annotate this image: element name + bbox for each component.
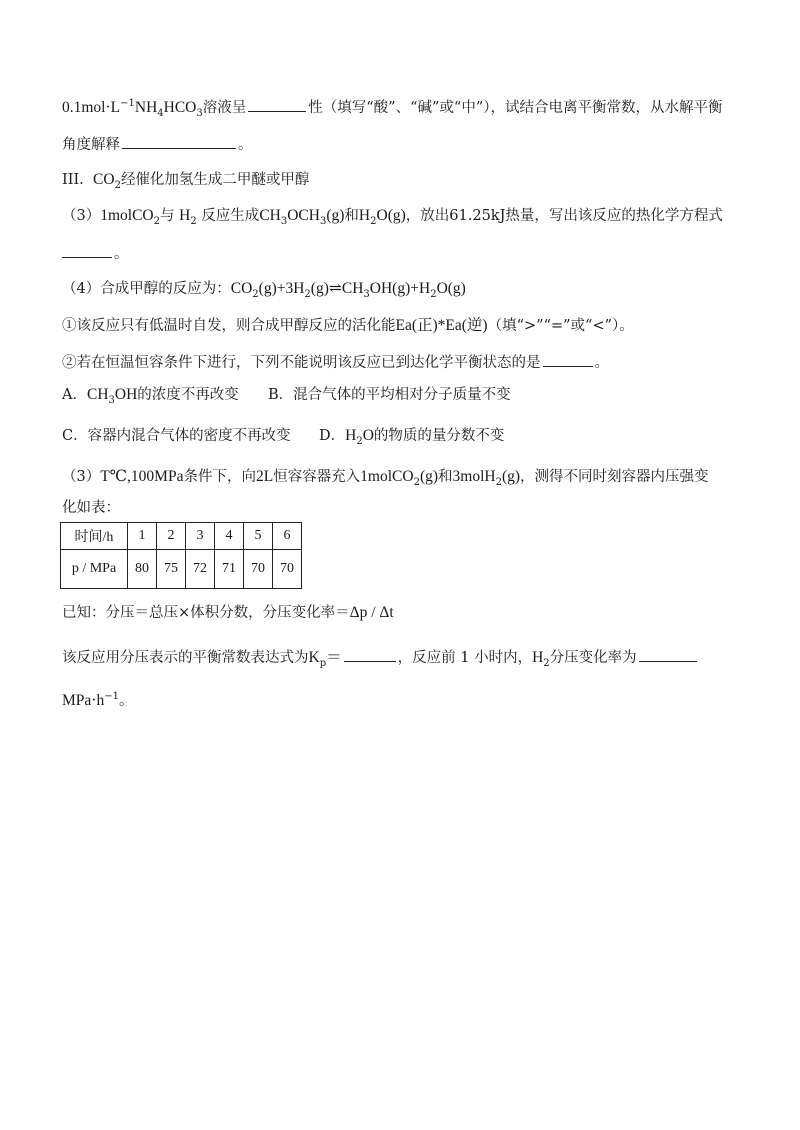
- table-cell: 1: [128, 523, 157, 550]
- q3b-vol: 2L: [255, 468, 274, 485]
- known-formula: Δp / Δt: [349, 604, 394, 621]
- q3b-num: （3）: [62, 469, 101, 485]
- question-3b-line: [62, 467, 750, 487]
- sub: 2: [153, 215, 161, 227]
- table-cell: 3: [186, 523, 215, 550]
- q4-meoh-b: OH(g): [369, 280, 411, 297]
- table-cell: 71: [215, 550, 244, 589]
- sub: 2: [252, 288, 259, 300]
- sub4: 4: [157, 107, 164, 119]
- q4-1-text: ①该反应只有低温时自发，则合成甲醇反应的活化能: [62, 318, 396, 334]
- q3b-co2: 1molCO: [360, 468, 414, 485]
- question-intro-line-2: [62, 134, 750, 155]
- q4-g2: (g): [310, 280, 329, 297]
- q4-plus1: +3H: [276, 280, 305, 297]
- q3b-and: 和: [438, 469, 453, 485]
- q4-t1: 合成甲醇的反应为：: [100, 281, 231, 297]
- question-3b-line-2: [62, 498, 750, 518]
- ea-reverse: Ea(逆): [445, 317, 488, 334]
- table-header-time: 时间/h: [61, 523, 128, 550]
- kp-eq: ＝: [326, 649, 342, 666]
- sub: 2: [370, 215, 377, 227]
- table-cell: 5: [244, 523, 273, 550]
- q3b-t2: 恒容容器充入: [273, 469, 361, 485]
- option-d-label: D．: [319, 428, 346, 444]
- kp-t1: 该反应用分压表示的平衡常数表达式为: [62, 650, 309, 666]
- answer-blank-explain[interactable]: [122, 134, 236, 149]
- sub: 2: [495, 476, 502, 488]
- q3a-t1: 与: [160, 208, 175, 224]
- answer-blank-thermo[interactable]: [62, 243, 112, 258]
- q4-co2: CO: [230, 280, 253, 297]
- section-three-heading: [62, 170, 750, 190]
- ea-forward: Ea(正): [395, 317, 438, 334]
- question-4-1-line: [62, 316, 750, 336]
- q4-plus2: +H: [410, 280, 431, 297]
- option-b[interactable]: B．混合气体的平均相对分子质量不变: [268, 387, 511, 403]
- sub: 2: [356, 435, 363, 447]
- table-cell: 80: [128, 550, 157, 589]
- sub: 3: [319, 215, 327, 227]
- answer-blank-kp[interactable]: [344, 647, 396, 662]
- q4-g: (g): [258, 280, 277, 297]
- intro-text3: 角度解释: [62, 137, 120, 153]
- option-a-ch: CH: [86, 386, 109, 403]
- answer-blank-nature[interactable]: [248, 97, 306, 112]
- answer-blank-ea[interactable]: *: [437, 317, 446, 334]
- sub: 2: [543, 657, 550, 669]
- q3a-t3: ，放出61.25kJ热量，写出该反应的热化学方程式: [405, 208, 723, 224]
- q4-num: （4）: [62, 281, 101, 297]
- question-4-line: [62, 279, 750, 299]
- sub: 3: [108, 394, 115, 406]
- table-cell: 6: [273, 523, 302, 550]
- solute-a: NH: [134, 99, 158, 116]
- kp-line: [62, 647, 750, 668]
- pressure-table: [60, 522, 302, 589]
- q3a-and: 和: [344, 208, 359, 224]
- intro-text2: 性（填写“酸”、“碱”或“中”），试结合电离平衡常数，从水解平衡: [308, 100, 723, 116]
- q3b-g1: (g): [419, 468, 439, 485]
- q3a-h2: H: [179, 207, 191, 224]
- option-a[interactable]: [62, 385, 242, 405]
- table-header-pressure: p / MPa: [61, 550, 128, 589]
- intro-end: 。: [238, 137, 253, 153]
- unit-line: [62, 691, 750, 711]
- conc-text: 0.1mol·L: [62, 99, 121, 116]
- q3a-prod-b: OCH: [287, 207, 320, 224]
- q3a-end: 。: [114, 246, 129, 262]
- kp-h: H: [532, 649, 544, 666]
- kp-t2: ，反应前 1 小时内，: [397, 650, 533, 666]
- q4-2-end: 。: [594, 355, 609, 371]
- equilibrium-arrow-icon: ⇌: [328, 280, 342, 297]
- q3b-g2: (g): [501, 468, 521, 485]
- table-cell: 72: [186, 550, 215, 589]
- q3a-g1: (g): [326, 207, 345, 224]
- sub2: 2: [114, 179, 121, 191]
- kp-t3: 分压变化率为: [549, 650, 637, 666]
- sub: 3: [363, 288, 370, 300]
- option-d-o: O: [362, 427, 374, 444]
- section-text: 经催化加氢生成二甲醚或甲醇: [120, 172, 310, 188]
- option-d-text: 的物质的量分数不变: [373, 428, 505, 444]
- table-cell: 2: [157, 523, 186, 550]
- q3a-t2: 反应生成: [201, 208, 260, 224]
- option-a-oh: OH: [114, 386, 138, 403]
- table-row-pressure: [61, 550, 302, 589]
- exp: −1: [120, 98, 135, 110]
- q4-meoh-a: CH: [341, 280, 364, 297]
- question-3a-line-2: [62, 243, 750, 264]
- q3b-t3: ，测得不同时刻容器内压强变: [520, 469, 709, 485]
- options-row-2: [62, 426, 750, 446]
- table-cell: 70: [244, 550, 273, 589]
- q3b-t1: 条件下，向: [183, 469, 256, 485]
- sub: 2: [413, 476, 420, 488]
- sub3: 3: [196, 107, 203, 119]
- answer-blank-rate[interactable]: [639, 647, 697, 662]
- intro-text1: 溶液呈: [202, 100, 247, 116]
- option-a-label: A．: [62, 387, 87, 403]
- co-text: CO: [93, 171, 115, 188]
- q3a-co2: 1molCO: [100, 207, 154, 224]
- option-a-text: 的浓度不再改变: [137, 387, 239, 403]
- q3a-num: （3）: [62, 208, 101, 224]
- solute-b: HCO: [163, 99, 197, 116]
- q3a-h2o-b: O(g): [376, 207, 406, 224]
- table-row-time: [61, 523, 302, 550]
- sub: 2: [304, 288, 311, 300]
- unit-end: 。: [118, 693, 134, 709]
- q3a-prod-a: CH: [259, 207, 281, 224]
- sub: p: [319, 657, 327, 669]
- option-c[interactable]: C．容器内混合气体的密度不再改变: [62, 428, 291, 444]
- table-cell: 75: [157, 550, 186, 589]
- question-4-2-line: [62, 352, 750, 373]
- q3b-t4: 化如表：: [62, 500, 120, 516]
- known-text: 已知：分压＝总压×体积分数，分压变化率＝: [62, 605, 350, 621]
- unit-exp: −1: [104, 691, 119, 703]
- sub: 2: [190, 215, 197, 227]
- q3b-h2: 3molH: [452, 468, 496, 485]
- unit-text: MPa·h: [62, 692, 105, 709]
- q4-h2o: O(g): [436, 280, 466, 297]
- table-cell: 4: [215, 523, 244, 550]
- options-row-1: [62, 385, 750, 405]
- question-3a-line: [62, 206, 750, 226]
- option-d-h: H: [345, 427, 357, 444]
- sub: 3: [280, 215, 288, 227]
- answer-blank-equilibrium[interactable]: [543, 352, 593, 367]
- kp-k: K: [308, 649, 320, 666]
- q3a-h2o-a: H: [358, 207, 371, 224]
- table-cell: 70: [273, 550, 302, 589]
- q4-1-tail: （填“>”“=”或“<”）。: [487, 318, 634, 334]
- q4-2-text: ②若在恒温恒容条件下进行，下列不能说明该反应已到达化学平衡状态的是: [62, 355, 541, 371]
- question-intro-line: [62, 97, 750, 118]
- sub: 2: [430, 288, 437, 300]
- option-d[interactable]: [319, 426, 504, 446]
- q3b-cond: T℃,100MPa: [100, 468, 184, 485]
- section-label: III.: [62, 172, 84, 188]
- known-line: [62, 603, 750, 623]
